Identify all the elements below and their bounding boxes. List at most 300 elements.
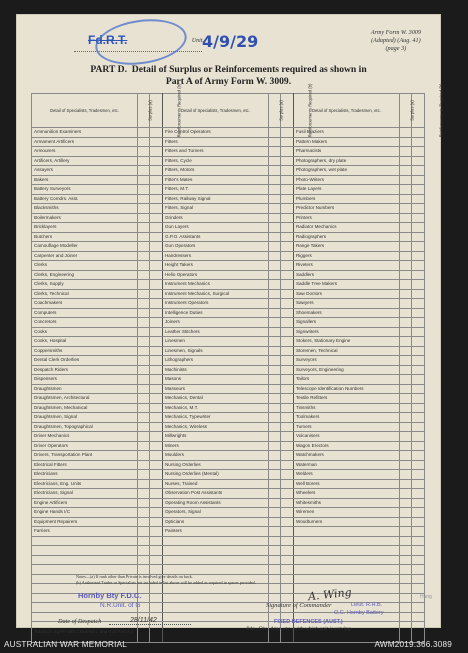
reinforcement-cell [150,204,163,214]
trade-name-cell: Fitters, Signal [162,204,268,214]
reinforcement-cell [281,460,294,470]
surplus-cell [399,185,412,195]
surplus-cell [268,213,281,223]
table-header-row [32,94,425,128]
reinforcement-cell [150,223,163,233]
trade-name-cell: Draughtsmen, Signal [32,413,138,423]
trade-name-cell: Turners [293,422,399,432]
reinforcement-cell [412,299,425,309]
trade-name-cell: Nurses, Trained [162,479,268,489]
trade-name-cell: Riggers [293,251,399,261]
trade-name-cell: Coachmakers [32,299,138,309]
trade-name-cell: Computers [32,308,138,318]
reinforcement-cell [281,194,294,204]
trade-name-cell: Gun Operators [162,242,268,252]
reinforcement-cell [281,356,294,366]
reinforcement-cell [281,346,294,356]
surplus-cell [399,204,412,214]
reinforcement-cell [281,422,294,432]
surplus-cell [268,289,281,299]
trade-name-cell: Bakers [32,175,138,185]
reinforcement-cell [150,527,163,537]
table-row [32,166,425,176]
trade-name-cell [293,574,399,584]
table-row [32,242,425,252]
trade-name-cell: Engine Artificers [32,498,138,508]
reinforcement-cell [412,308,425,318]
trade-name-cell: Shoemakers [293,308,399,318]
reinforcement-cell [150,517,163,527]
trade-name-cell: Wiremen [293,508,399,518]
trade-name-cell [32,555,138,565]
surplus-cell [399,346,412,356]
reinforcement-cell [412,251,425,261]
reinforcement-cell [412,375,425,385]
surplus-cell [399,603,412,613]
surplus-cell [399,489,412,499]
trade-name-cell [293,527,399,537]
reinforcement-cell [150,185,163,195]
trade-name-cell: Fitters, Railway Signal [162,194,268,204]
surplus-cell [399,422,412,432]
reinforcement-cell [150,337,163,347]
surplus-cell [268,498,281,508]
despatch-date-label: Date of Despatch [58,618,102,625]
form-page [16,14,444,634]
reinforcement-cell [150,346,163,356]
reinforcement-cell [281,555,294,565]
surplus-cell [137,185,150,195]
surplus-cell [268,346,281,356]
trade-name-cell: Hairdressers [162,251,268,261]
trade-name-cell: Vulcanisers [293,432,399,442]
trade-name-cell: Radiographers [293,232,399,242]
trade-name-cell: Masseurs [162,384,268,394]
surplus-cell [268,166,281,176]
table-row [32,365,425,375]
reinforcement-cell [281,327,294,337]
reinforcement-cell [150,403,163,413]
reinforcement-cell [281,156,294,166]
table-row [32,327,425,337]
table-row [32,280,425,290]
trade-name-cell: Watchmakers [293,451,399,461]
trade-name-cell: Miners [162,441,268,451]
trade-name-cell [293,546,399,556]
reinforcement-cell [150,299,163,309]
trade-name-cell: Photographers, wet plate [293,166,399,176]
surplus-cell [268,555,281,565]
trade-name-cell: Waterman [293,460,399,470]
despatch-date-line [109,624,191,625]
table-row [32,318,425,328]
surplus-cell [399,574,412,584]
reinforcement-cell [150,280,163,290]
unit-label: Unit. [191,38,204,44]
reinforcement-cell [412,555,425,565]
reinforcement-cell [412,441,425,451]
table-row [32,479,425,489]
table-row [32,432,425,442]
reinforcement-cell [281,489,294,499]
reinforcement-cell [412,384,425,394]
surplus-cell [399,318,412,328]
reinforcement-cell [281,213,294,223]
surplus-cell [399,403,412,413]
reinforcement-cell [281,299,294,309]
surplus-cell [399,289,412,299]
table-row [32,508,425,518]
reinforcement-cell [150,432,163,442]
trade-name-cell: Woodturners [293,517,399,527]
surplus-cell [399,223,412,233]
reinforcement-cell [281,308,294,318]
surplus-cell [268,242,281,252]
surplus-cell [137,232,150,242]
reinforcement-cell [412,213,425,223]
surplus-cell [399,232,412,242]
trade-name-cell: Despatch Riders [32,365,138,375]
table-row [32,346,425,356]
surplus-cell [268,565,281,575]
table-row [32,413,425,423]
surplus-cell [268,441,281,451]
surplus-cell [268,356,281,366]
surplus-cell [268,251,281,261]
reinforcement-cell [412,185,425,195]
reinforcement-cell [412,175,425,185]
reinforcement-cell [412,536,425,546]
surplus-cell [399,147,412,157]
reinforcement-cell [150,261,163,271]
trade-name-cell: Grinders [162,213,268,223]
blank-row [32,536,425,546]
trade-name-cell: Wagon Erectors [293,441,399,451]
table-row [32,441,425,451]
trade-name-cell: Masons [162,375,268,385]
trade-name-cell: Fitters, Motors [162,166,268,176]
surplus-cell [268,470,281,480]
reinforcement-cell [150,413,163,423]
table-row [32,470,425,480]
reinforcement-cell [412,242,425,252]
surplus-cell [399,337,412,347]
trade-name-cell: Observation Post Assistants [162,489,268,499]
table-row [32,489,425,499]
reinforcement-cell [412,232,425,242]
surplus-cell [137,365,150,375]
surplus-cell [268,137,281,147]
reinforcement-cell [281,185,294,195]
trade-name-cell: Pattern Makers [293,137,399,147]
table-row [32,261,425,271]
surplus-cell [399,470,412,480]
surplus-cell [399,194,412,204]
surplus-cell [137,308,150,318]
col-header-surplus: Surplus (a) [268,94,281,128]
reinforcement-cell [281,137,294,147]
trade-name-cell [162,546,268,556]
surplus-cell [137,489,150,499]
surplus-cell [137,327,150,337]
trade-name-cell: Mechanics, Wireless [162,422,268,432]
reinforcement-cell [150,128,163,138]
surplus-cell [399,280,412,290]
form-notes [76,574,256,586]
surplus-cell [137,498,150,508]
reinforcement-cell [412,403,425,413]
surplus-cell [137,546,150,556]
surplus-cell [399,261,412,271]
surplus-cell [137,156,150,166]
unit-crossed-text: Fd.R.T. [88,33,128,47]
trade-name-cell: Mechanics, Dental [162,394,268,404]
reinforcement-cell [281,223,294,233]
reinforcement-cell [281,546,294,556]
trade-name-cell: Cooks, Hospital [32,337,138,347]
blank-row [32,565,425,575]
surplus-cell [268,308,281,318]
reinforcement-cell [281,432,294,442]
surplus-cell [399,508,412,518]
trade-name-cell: Operating Room Assistants [162,498,268,508]
trade-name-cell: Millwrights [162,432,268,442]
reinforcement-cell [281,584,294,594]
reinforcement-cell [281,384,294,394]
reinforcement-cell [281,451,294,461]
reinforcement-cell [150,593,163,603]
surplus-cell [137,432,150,442]
reinforcement-cell [412,603,425,613]
table-row [32,394,425,404]
reinforcement-cell [150,166,163,176]
surplus-cell [399,441,412,451]
surplus-cell [268,261,281,271]
reinforcement-cell [150,375,163,385]
trade-name-cell: Gun Layers [162,223,268,233]
reinforcement-cell [150,508,163,518]
trade-name-cell: Farriers [32,527,138,537]
signature: A. Wing [307,585,353,604]
surplus-cell [268,584,281,594]
col-header-reinforcements: Reinforcements Required (b) [412,94,425,128]
surplus-cell [137,413,150,423]
surplus-cell [268,156,281,166]
table-row [32,308,425,318]
reinforcement-cell [281,166,294,176]
trade-name-cell: Dental Clerk Orderlies [32,356,138,366]
trade-name-cell: Radiator Mechanics [293,223,399,233]
reinforcement-cell [412,574,425,584]
reinforcement-cell [281,261,294,271]
surplus-cell [137,394,150,404]
surplus-cell [268,384,281,394]
surplus-cell [137,318,150,328]
trade-name-cell: Helio Operators [162,270,268,280]
surplus-cell [137,280,150,290]
reinforcement-cell [150,546,163,556]
trade-name-cell: Painters [162,527,268,537]
surplus-cell [399,451,412,461]
surplus-cell [137,128,150,138]
trade-name-cell [32,546,138,556]
surplus-cell [399,555,412,565]
trade-name-cell: Armourers [32,147,138,157]
surplus-cell [268,375,281,385]
surplus-cell [268,451,281,461]
trade-name-cell: Boilermakers [32,213,138,223]
trade-name-cell: Tinsmiths [293,403,399,413]
trade-name-cell: Fitters, M.T. [162,185,268,195]
footer-institution: AUSTRALIAN WAR MEMORIAL [4,640,128,649]
reinforcement-cell [412,337,425,347]
surplus-cell [268,223,281,233]
reinforcement-cell [412,584,425,594]
trade-name-cell: Pharmacists [293,147,399,157]
reinforcement-cell [412,194,425,204]
reinforcement-cell [412,289,425,299]
trade-name-cell: Draughtsmen, Mechanical [32,403,138,413]
trade-name-cell: Ammunition Examiners [32,128,138,138]
surplus-cell [399,517,412,527]
surplus-cell [268,204,281,214]
table-row [32,337,425,347]
table-row [32,460,425,470]
surplus-cell [399,327,412,337]
trade-name-cell: Surveyors, Engineering [293,365,399,375]
reinforcement-cell [150,270,163,280]
trade-name-cell: Drivers, Transportation Plant [32,451,138,461]
rank-stamp: Lieut. R.H.B. [351,602,383,608]
fixed-defences-stamp: FIXED DEFENCES (AUST.) [274,619,343,625]
surplus-cell [137,451,150,461]
surplus-cell [399,432,412,442]
reinforcement-cell [412,517,425,527]
reinforcement-cell [281,403,294,413]
trade-name-cell: Fire Control Operators [162,128,268,138]
title-line2: Part A of Army Form W. 3009. [165,76,292,87]
surplus-cell [268,232,281,242]
reinforcement-cell [150,213,163,223]
table-row [32,251,425,261]
trade-name-cell: Linesmen, Signals [162,346,268,356]
surplus-cell [399,527,412,537]
reinforcement-cell [150,565,163,575]
table-row [32,156,425,166]
reinforcement-cell [150,460,163,470]
trade-name-cell: Clerks [32,261,138,271]
table-row [32,194,425,204]
reinforcement-cell [412,166,425,176]
table-row [32,128,425,138]
reinforcement-cell [150,422,163,432]
trade-name-cell: Mechanics, M.T. [162,403,268,413]
trade-name-cell [162,603,268,613]
reinforcement-cell [412,432,425,442]
reinforcement-cell [281,337,294,347]
trade-name-cell: Armament Artificers [32,137,138,147]
surplus-cell [268,432,281,442]
blank-row [32,555,425,565]
note-a: Notes—(a) If rank other than Private is involved give details on back. [76,574,193,579]
reinforcement-cell [281,128,294,138]
reinforcement-cell [412,498,425,508]
trade-name-cell: Saddlers [293,270,399,280]
surplus-cell [137,527,150,537]
reinforcement-cell [150,470,163,480]
surplus-cell [137,403,150,413]
trade-name-cell: Signwriters [293,327,399,337]
trade-name-cell: Clerks, Supply [32,280,138,290]
table-row [32,270,425,280]
table-row [32,527,425,537]
trade-name-cell: Artificers, Artillery [32,156,138,166]
surplus-cell [268,194,281,204]
surplus-cell [137,460,150,470]
trade-name-cell: Battery Surveyors [32,185,138,195]
trade-name-cell: Cooks [32,327,138,337]
reinforcement-cell [281,479,294,489]
reinforcement-cell [150,384,163,394]
trade-name-cell: Machinists [162,365,268,375]
surplus-cell [399,612,412,622]
trade-name-cell: Bricklayers [32,223,138,233]
surplus-cell [399,175,412,185]
surplus-cell [268,574,281,584]
footer-accession: AWM2019.366.3089 [374,640,452,649]
blank-row [32,546,425,556]
trade-name-cell: Fitters [162,137,268,147]
trade-name-cell: Clerks, Engineering [32,270,138,280]
trade-name-cell: Signallers [293,318,399,328]
col-header-surplus: Surplus (a) [137,94,150,128]
surplus-cell [137,375,150,385]
surplus-cell [399,137,412,147]
surplus-cell [399,128,412,138]
handwritten-date: 4/9/29 [202,32,259,51]
trade-name-cell: Saw Doctors [293,289,399,299]
table-row [32,232,425,242]
table-row [32,422,425,432]
surplus-cell [399,413,412,423]
trade-name-cell: Electricians, Signal [32,489,138,499]
surplus-cell [399,384,412,394]
despatch-date-value: 28/11/42 [130,617,157,624]
reinforcement-cell [412,204,425,214]
surplus-cell [137,270,150,280]
surplus-cell [137,337,150,347]
table-row [32,403,425,413]
reinforcement-cell [412,280,425,290]
trade-name-cell: Well Borers [293,479,399,489]
trade-name-cell: Carpenter and Joiner [32,251,138,261]
unit-stamp-sub: N.R.Unit. of G [100,602,141,609]
surplus-cell [268,460,281,470]
surplus-cell [268,403,281,413]
trade-name-cell: Draughtsmen [32,384,138,394]
reinforcement-cell [281,441,294,451]
reinforcement-cell [412,612,425,622]
trade-name-cell: Dispensers [32,375,138,385]
reinforcement-cell [150,232,163,242]
note-b: (b) Authorised Trades or Specialists not included in list above will be added as required in spaces provided. [76,580,256,585]
table-row [32,384,425,394]
surplus-cell [137,289,150,299]
brigade-label: Bde., Div., Area, etc., with which unit is serving. [246,626,352,632]
trade-name-cell: Surveyors [293,356,399,366]
trade-name-cell: Height Takers [162,261,268,271]
surplus-cell [268,508,281,518]
